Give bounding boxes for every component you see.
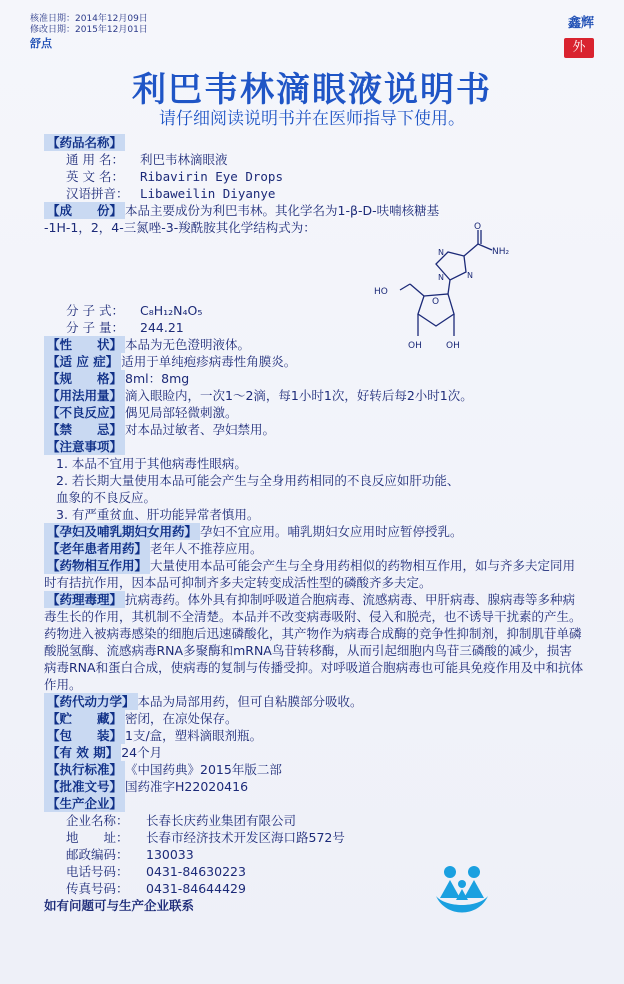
section-text: 24个月 <box>121 745 163 760</box>
section-label: 【生产企业】 <box>44 795 125 812</box>
section-text: 抗病毒药。体外具有抑制呼吸道合胞病毒、流感病毒、甲肝病毒、腺病毒等多种病毒生长的作用，其机制不全清楚。本品并不改变病毒吸附、侵入和脱壳，也不诱导干扰素的产生。药物进入被病毒感染的细胞后迅速磷酸化，其产物作为病毒合成酶的竞争性抑制剂，抑制肌苷单磷酸脱氢酶、流感病毒RNA多聚酶和mRNA鸟苷转移酶，从而引起细胞内鸟苷三磷酸的减少，损害病毒RNA和蛋白合成，使病毒的复制与传播受抑。对呼吸道合胞病毒也可能具免疫作用及中和抗体作用。 <box>44 592 584 692</box>
section-drug-name <box>44 134 584 151</box>
chemical-structure-diagram <box>374 222 524 362</box>
field-value: 130033 <box>146 847 194 862</box>
field-key: 分 子 式： <box>66 303 124 318</box>
chem-label-n3: N <box>438 273 444 282</box>
precaution-item-1: 1. 本品不宜用于其他病毒性眼病。 <box>56 456 247 471</box>
field-key: 英 文 名： <box>66 169 124 184</box>
company-name-row <box>66 812 584 829</box>
field-value: 长春市经济技术开发区海口路572号 <box>146 830 345 845</box>
field-value: 长春长庆药业集团有限公司 <box>146 813 297 828</box>
field-value: 244.21 <box>140 320 184 335</box>
section-approval-number <box>44 778 584 795</box>
field-value: C₈H₁₂N₄O₅ <box>140 303 203 318</box>
section-label: 【贮 藏】 <box>44 710 125 727</box>
section-adverse-reactions <box>44 404 584 421</box>
chem-label-oh-right: OH <box>446 341 460 351</box>
section-text: 老年人不推荐应用。 <box>150 541 263 556</box>
section-pregnancy <box>44 523 584 540</box>
brand-logo-right: 鑫辉 <box>567 16 594 31</box>
chem-label-ring-o: O <box>432 297 440 307</box>
english-name-row <box>44 168 584 185</box>
section-contraindications <box>44 421 584 438</box>
fax-row <box>66 880 584 897</box>
section-elderly <box>44 540 584 557</box>
field-key: 邮政编码： <box>66 847 129 862</box>
section-usage <box>44 387 584 404</box>
revision-date: 修改日期：2015年12月01日 <box>30 25 148 35</box>
brand-logo-left: 舒点 <box>30 37 52 50</box>
field-key: 企业名称： <box>66 813 129 828</box>
address-row <box>66 829 584 846</box>
section-label: 【老年患者用药】 <box>44 540 150 557</box>
chem-label-n1: N <box>438 248 444 257</box>
section-text: 对本品过敏者、孕妇禁用。 <box>125 422 276 437</box>
footer-contact-note: 如有问题可与生产企业联系 <box>44 898 195 913</box>
section-text: 孕妇不宜应用。哺乳期妇女应用时应暂停授乳。 <box>200 524 463 539</box>
field-key: 通 用 名： <box>66 152 124 167</box>
section-text: 本品主要成份为利巴韦林。其化学名为1-β-D-呋喃核糖基 <box>125 203 440 218</box>
section-text: 密闭，在凉处保存。 <box>125 711 238 726</box>
section-text: 适用于单纯疱疹病毒性角膜炎。 <box>121 354 297 369</box>
section-label: 【适 应 症】 <box>44 353 121 370</box>
section-label: 【药品名称】 <box>44 134 125 151</box>
section-label: 【包 装】 <box>44 727 125 744</box>
precaution-item-2: 2. 若长期大量使用本品可能会产生与全身用药相同的不良反应如肝功能、 <box>56 473 460 488</box>
chem-label-oh-left: OH <box>408 341 422 351</box>
precaution-item-3: 3. 有严重贫血、肝功能异常者慎用。 <box>56 507 260 522</box>
section-manufacturer <box>44 795 584 812</box>
section-text: 大量使用本品可能会产生与全身用药相似的药物相互作用，如与齐多夫定同用时有拮抗作用，因本品可抑制齐多夫定转变成活性型的磷酸齐多夫定。 <box>44 558 576 590</box>
field-key: 分 子 量： <box>66 320 124 335</box>
section-label: 【成 份】 <box>44 202 125 219</box>
section-text: 偶见局部轻微刺激。 <box>125 405 238 420</box>
section-label: 【规 格】 <box>44 370 125 387</box>
field-value: 0431-84630223 <box>146 864 246 879</box>
section-pharmacology <box>44 591 584 693</box>
field-value: Ribavirin Eye Drops <box>140 169 283 184</box>
phone-row <box>66 863 584 880</box>
field-value: 利巴韦林滴眼液 <box>140 152 228 167</box>
section-label: 【有 效 期】 <box>44 744 121 761</box>
section-specification <box>44 370 584 387</box>
generic-name-row <box>44 151 584 168</box>
section-package <box>44 727 584 744</box>
otc-badge: 外 <box>564 38 594 58</box>
section-text: 1支/盒，塑料滴眼剂瓶。 <box>125 728 263 743</box>
family-logo-icon <box>430 862 494 922</box>
field-key: 传真号码： <box>66 881 129 896</box>
field-value: 0431-84644429 <box>146 881 246 896</box>
section-validity <box>44 744 584 761</box>
section-label: 【孕妇及哺乳期妇女用药】 <box>44 523 200 540</box>
manufacturer-details <box>44 812 584 897</box>
page-title: 利巴韦林滴眼液说明书 <box>132 70 492 110</box>
section-label: 【不良反应】 <box>44 404 125 421</box>
section-pharmacokinetics <box>44 693 584 710</box>
section-text: 本品为无色澄明液体。 <box>125 337 251 352</box>
section-label: 【性 状】 <box>44 336 125 353</box>
section-text: 本品为局部用药，但可自粘膜部分吸收。 <box>137 694 363 709</box>
section-text: 《中国药典》2015年版二部 <box>125 762 282 777</box>
section-label: 【禁 忌】 <box>44 421 125 438</box>
section-text: 8ml：8mg <box>125 371 190 386</box>
precaution-item-2-cont: 血象的不良反应。 <box>56 490 157 505</box>
section-interactions <box>44 557 584 591</box>
chem-label-n2: N <box>467 271 473 280</box>
field-key: 电话号码： <box>66 864 129 879</box>
approval-date: 核准日期：2014年12月09日 <box>30 14 148 24</box>
section-label: 【执行标准】 <box>44 761 125 778</box>
page-subtitle: 请仔细阅读说明书并在医师指导下使用。 <box>159 109 465 129</box>
zip-row <box>66 846 584 863</box>
section-label: 【用法用量】 <box>44 387 125 404</box>
chem-label-o: O <box>474 222 482 232</box>
section-standard <box>44 761 584 778</box>
section-storage <box>44 710 584 727</box>
chem-label-nh2: NH₂ <box>492 247 510 257</box>
field-key: 汉语拼音： <box>66 186 129 201</box>
field-key: 地 址： <box>66 830 129 845</box>
section-label: 【批准文号】 <box>44 778 125 795</box>
section-label: 【药物相互作用】 <box>44 557 150 574</box>
section-label: 【注意事项】 <box>44 438 125 455</box>
section-label: 【药代动力学】 <box>44 693 138 710</box>
section-text: 国药准字H22020416 <box>125 779 249 794</box>
chem-label-ho: HO <box>374 287 388 297</box>
section-precautions <box>44 438 584 455</box>
field-value: Libaweilin Diyanye <box>140 186 276 201</box>
ingredients-line-2: -1H-1，2，4-三氮唑-3-羧酰胺其化学结构式为： <box>44 220 316 235</box>
section-ingredients <box>44 202 584 219</box>
pinyin-name-row <box>44 185 584 202</box>
section-text: 滴入眼睑内，一次1～2滴，每1小时1次，好转后每2小时1次。 <box>125 388 473 403</box>
section-label: 【药理毒理】 <box>44 591 125 608</box>
